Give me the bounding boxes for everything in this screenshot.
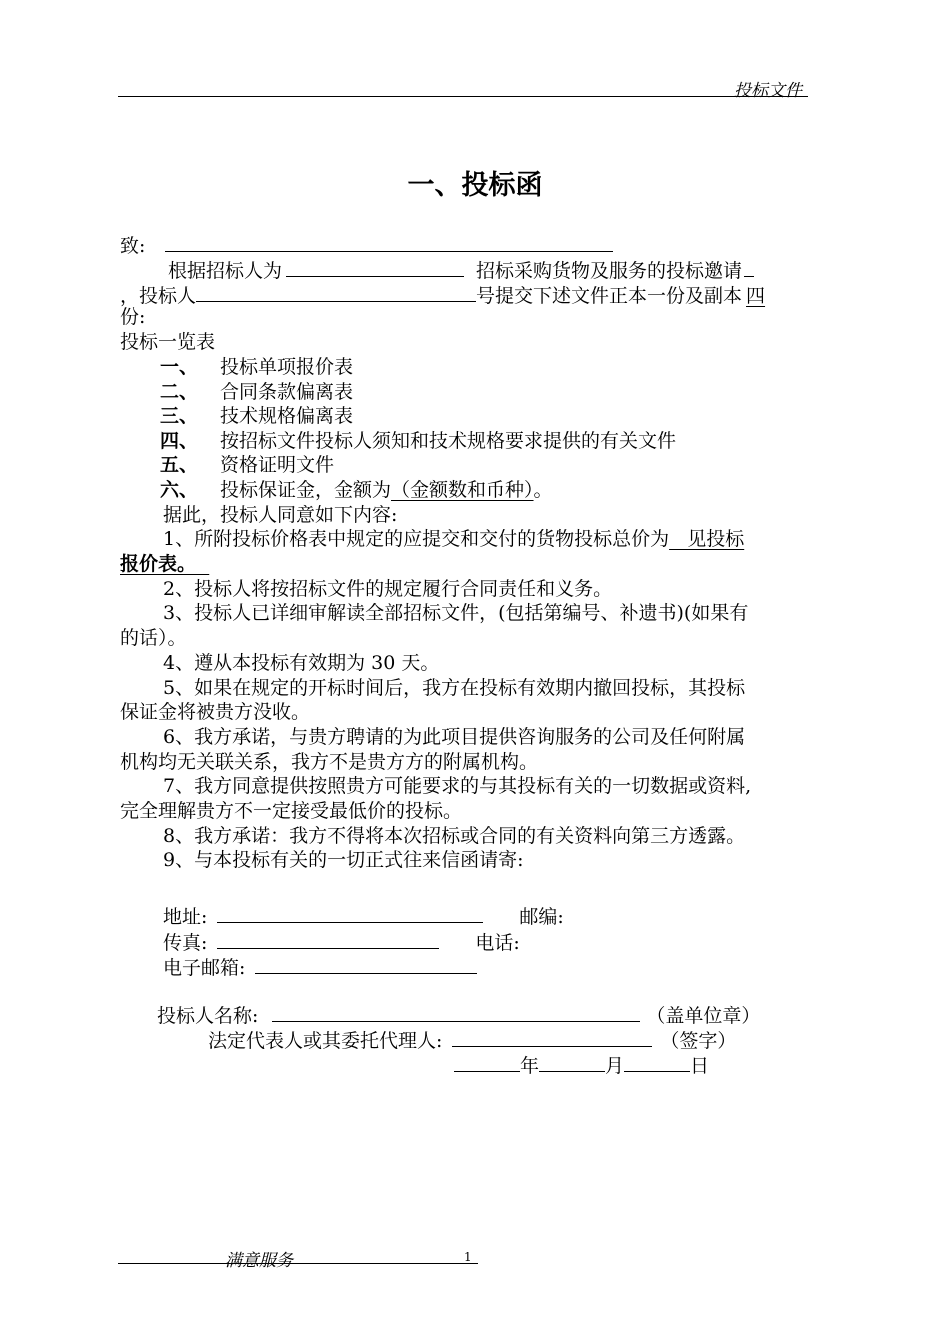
list-num: 六、 (160, 479, 199, 501)
day-label: 日 (690, 1055, 710, 1077)
list-text: 按招标文件投标人须知和技术规格要求提供的有关文件 (220, 430, 677, 452)
seal-note: （盖单位章） (646, 1005, 761, 1027)
list-title: 投标一览表 (120, 331, 216, 353)
item-8: 8、我方承诺：我方不得将本次招标或合同的有关资料向第三方透露。 (163, 825, 746, 847)
item-5-line-2: 保证金将被贵方没收。 (120, 701, 311, 723)
list-num: 四、 (160, 430, 199, 452)
list-num: 一、 (160, 356, 199, 378)
list-item (160, 404, 353, 428)
item-7-line-2: 完全理解贵方不一定接受最低价的投标。 (120, 800, 463, 822)
footer-text: 满意服务 (225, 1251, 293, 1271)
postcode-label: 邮编: (519, 906, 564, 928)
address-row (163, 902, 564, 929)
item-1-line-1 (163, 527, 744, 551)
intro-text: 招标采购货物及服务的投标邀请 (476, 260, 743, 282)
item-9: 9、与本投标有关的一切正式往来信函请寄: (163, 849, 524, 871)
year-label: 年 (520, 1055, 540, 1077)
day-blank (624, 1051, 690, 1072)
item-4: 4、遵从本投标有效期为 30 天。 (163, 652, 440, 674)
list-text: 投标保证金，金额为 (220, 479, 392, 501)
fax-label: 传真: (163, 932, 208, 954)
intro-line-1 (168, 256, 754, 283)
intro-text: 号提交下述文件正本一份及副本 (476, 285, 743, 307)
item-5-line-1: 5、如果在规定的开标时间后，我方在投标有效期内撤回投标，其投标 (163, 677, 746, 699)
email-row (163, 953, 477, 980)
fax-row (163, 928, 520, 955)
item-3-line-2: 的话）。 (120, 627, 187, 649)
item-2: 2、投标人将按招标文件的规定履行合同责任和义务。 (163, 578, 613, 600)
intro-line-2 (120, 281, 765, 308)
item-6-line-2: 机构均无关联关系，我方不是贵方方的附属机构。 (120, 751, 539, 773)
item-text: 1、所附投标价格表中规定的应提交和交付的货物投标总价为 (163, 528, 670, 550)
intro-text: 根据招标人为 (168, 260, 283, 282)
list-text: 投标单项报价表 (220, 356, 354, 378)
representative-row (208, 1026, 736, 1053)
deposit-amount: （金额数和币种） (391, 479, 534, 501)
date-row (454, 1051, 709, 1078)
list-num: 三、 (160, 405, 199, 427)
phone-label: 电话: (475, 932, 520, 954)
intro-text: ，投标人 (120, 285, 197, 307)
total-price-value: 见投标 (669, 528, 745, 550)
bidder-blank (196, 281, 476, 302)
list-text: 技术规格偏离表 (220, 405, 354, 427)
month-blank (539, 1051, 605, 1072)
list-text: 资格证明文件 (220, 454, 335, 476)
list-item (160, 355, 353, 379)
list-item (160, 478, 553, 502)
item-7-line-1: 7、我方同意提供按照贵方可能要求的与其投标有关的一切数据或资料, (163, 775, 752, 797)
list-num: 五、 (160, 454, 199, 476)
email-blank (255, 953, 477, 974)
year-blank (454, 1051, 520, 1072)
item-1-line-2 (120, 552, 209, 576)
to-line (120, 231, 613, 258)
list-text: 合同条款偏离表 (220, 381, 354, 403)
list-item (160, 380, 353, 404)
page-number: 1 (464, 1250, 472, 1264)
signature-note: （签字） (660, 1030, 737, 1052)
list-item (160, 453, 334, 477)
month-label: 月 (605, 1055, 625, 1077)
header-divider (118, 96, 808, 97)
representative-blank (452, 1026, 652, 1047)
fax-blank (217, 928, 439, 949)
invitation-blank (744, 256, 754, 277)
bidder-name-label: 投标人名称: (157, 1005, 259, 1027)
representative-label: 法定代表人或其委托代理人: (208, 1030, 443, 1052)
total-price-value: 报价表。 (120, 553, 210, 575)
recipient-blank (165, 231, 613, 252)
list-text: 。 (533, 479, 553, 501)
footer-divider (118, 1263, 478, 1264)
page-title: 一、投标函 (407, 170, 543, 201)
list-num: 二、 (160, 381, 199, 403)
list-item (160, 429, 676, 453)
bidder-name-blank (272, 1001, 640, 1022)
email-label: 电子邮箱: (163, 957, 246, 979)
bidder-name-row (157, 1001, 760, 1028)
address-label: 地址: (163, 906, 208, 928)
item-3-line-1: 3、投标人已详细审解读全部招标文件，(包括第编号、补遗书)(如果有 (163, 602, 749, 624)
header-title: 投标文件 (734, 81, 802, 101)
copies-value: 四 (746, 285, 766, 307)
agree-intro: 据此，投标人同意如下内容: (163, 504, 398, 526)
intro-line-3: 份: (120, 306, 146, 328)
item-6-line-1: 6、我方承诺，与贵方聘请的为此项目提供咨询服务的公司及任何附属 (163, 726, 746, 748)
tenderer-blank (286, 256, 464, 277)
address-blank (217, 902, 483, 923)
to-label: 致: (120, 235, 146, 257)
